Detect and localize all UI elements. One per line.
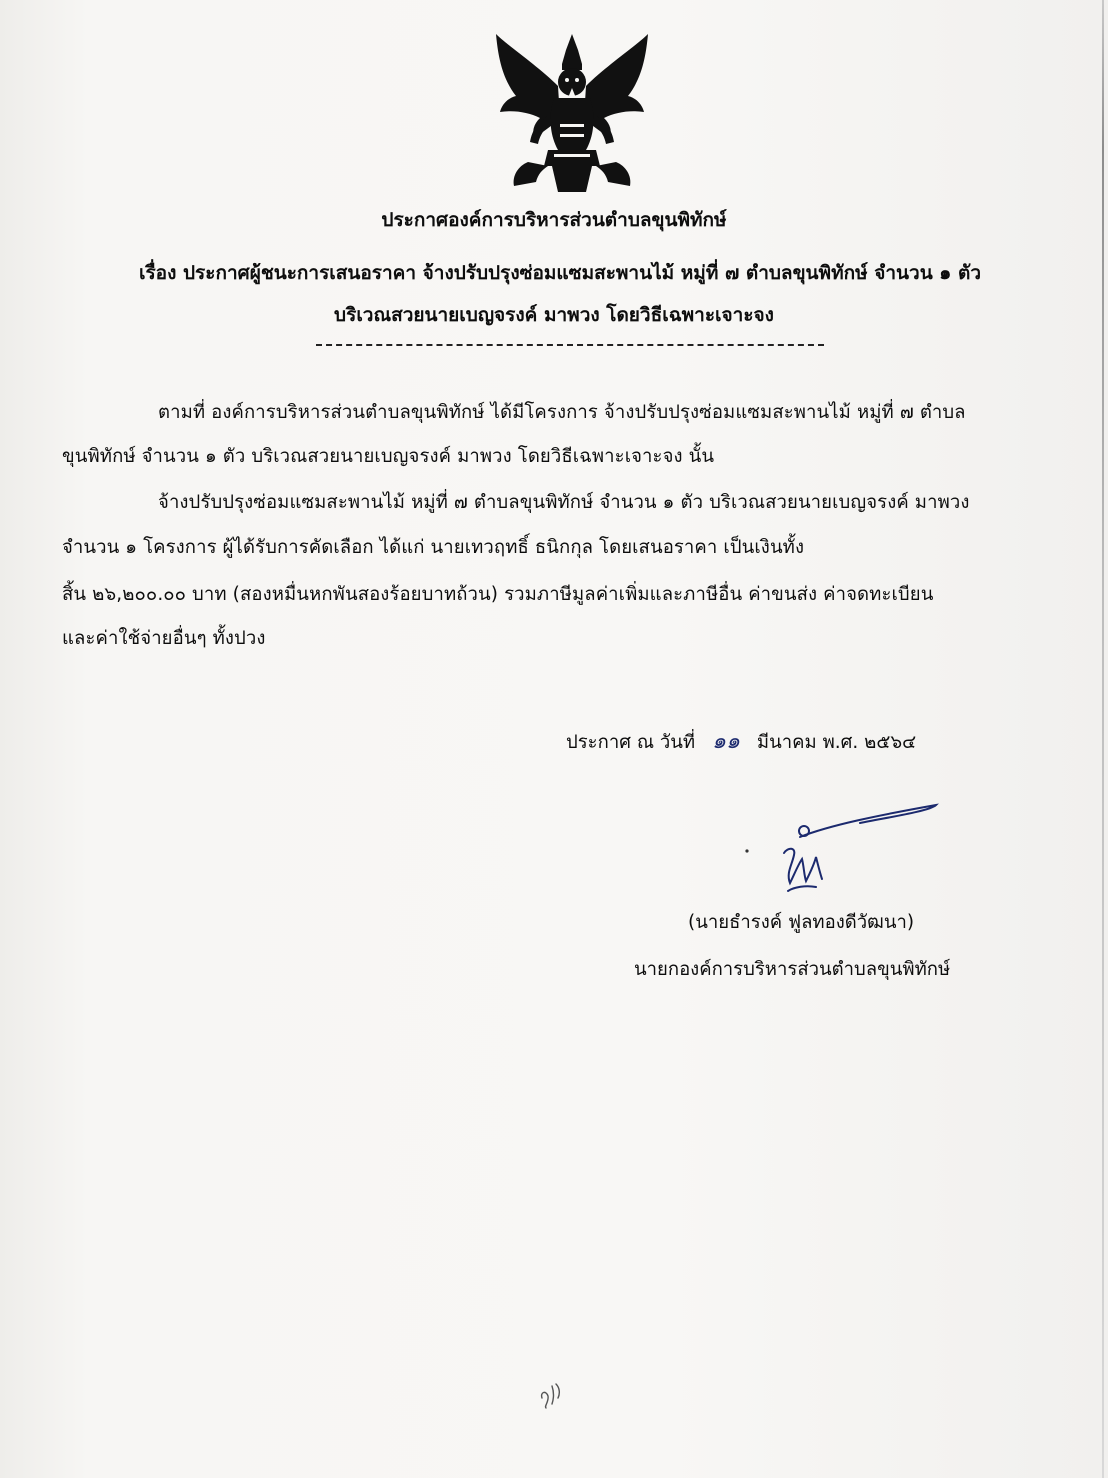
paragraph-2-line-4: และค่าใช้จ่ายอื่นๆ ทั้งปวง bbox=[62, 628, 266, 649]
organization-title: ประกาศองค์การบริหารส่วนตำบลขุนพิทักษ์ bbox=[381, 209, 727, 231]
header-divider bbox=[316, 344, 824, 346]
handwritten-page-mark-icon bbox=[536, 1378, 566, 1412]
signer-title: นายกองค์การบริหารส่วนตำบลขุนพิทักษ์ bbox=[634, 959, 951, 980]
paragraph-2-line-1: จ้างปรับปรุงซ่อมแซมสะพานไม้ หมู่ที่ ๗ ตำบลขุนพิทักษ์ จำนวน ๑ ตัว บริเวณสวยนายเบญจรงค์ มาพวง bbox=[158, 492, 970, 513]
paragraph-1-line-2: ขุนพิทักษ์ จำนวน ๑ ตัว บริเวณสวยนายเบญจรงค์ มาพวง โดยวิธีเฉพาะเจาะจง นั้น bbox=[62, 446, 715, 467]
announcement-date bbox=[566, 723, 916, 758]
paragraph-2-line-2: จำนวน ๑ โครงการ ผู้ได้รับการคัดเลือก ได้แก่ นายเทวฤทธิ์ ธนิกกุล โดยเสนอราคา เป็นเงินทั้ง bbox=[62, 537, 805, 558]
date-month-year: มีนาคม พ.ศ. ๒๕๖๔ bbox=[756, 732, 917, 753]
paragraph-2-line-3: สิ้น ๒๖,๒๐๐.๐๐ บาท (สองหมื่นหกพันสองร้อยบาทถ้วน) รวมภาษีมูลค่าเพิ่มและภาษีอื่น ค่าขนส่ง ค่าจดทะเบียน bbox=[62, 584, 934, 605]
subject-line-2: บริเวณสวยนายเบญจรงค์ มาพวง โดยวิธีเฉพาะเจาะจง bbox=[334, 304, 774, 326]
garuda-emblem-icon bbox=[488, 26, 656, 196]
handwritten-signature-icon bbox=[740, 795, 945, 905]
paragraph-1-line-1: ตามที่ องค์การบริหารส่วนตำบลขุนพิทักษ์ ได้มีโครงการ จ้างปรับปรุงซ่อมแซมสะพานไม้ หมู่ที่ ๗ ตำบล bbox=[158, 402, 966, 423]
date-prefix: ประกาศ ณ วันที่ bbox=[566, 732, 696, 753]
date-day: ๑๑ bbox=[712, 729, 740, 754]
signer-name: (นายธำรงค์ ฟูลทองดีวัฒนา) bbox=[688, 912, 915, 933]
subject-line-1: เรื่อง ประกาศผู้ชนะการเสนอราคา จ้างปรับปรุงซ่อมแซมสะพานไม้ หมู่ที่ ๗ ตำบลขุนพิทักษ์ จำนวน ๑ ตัว bbox=[138, 262, 981, 284]
